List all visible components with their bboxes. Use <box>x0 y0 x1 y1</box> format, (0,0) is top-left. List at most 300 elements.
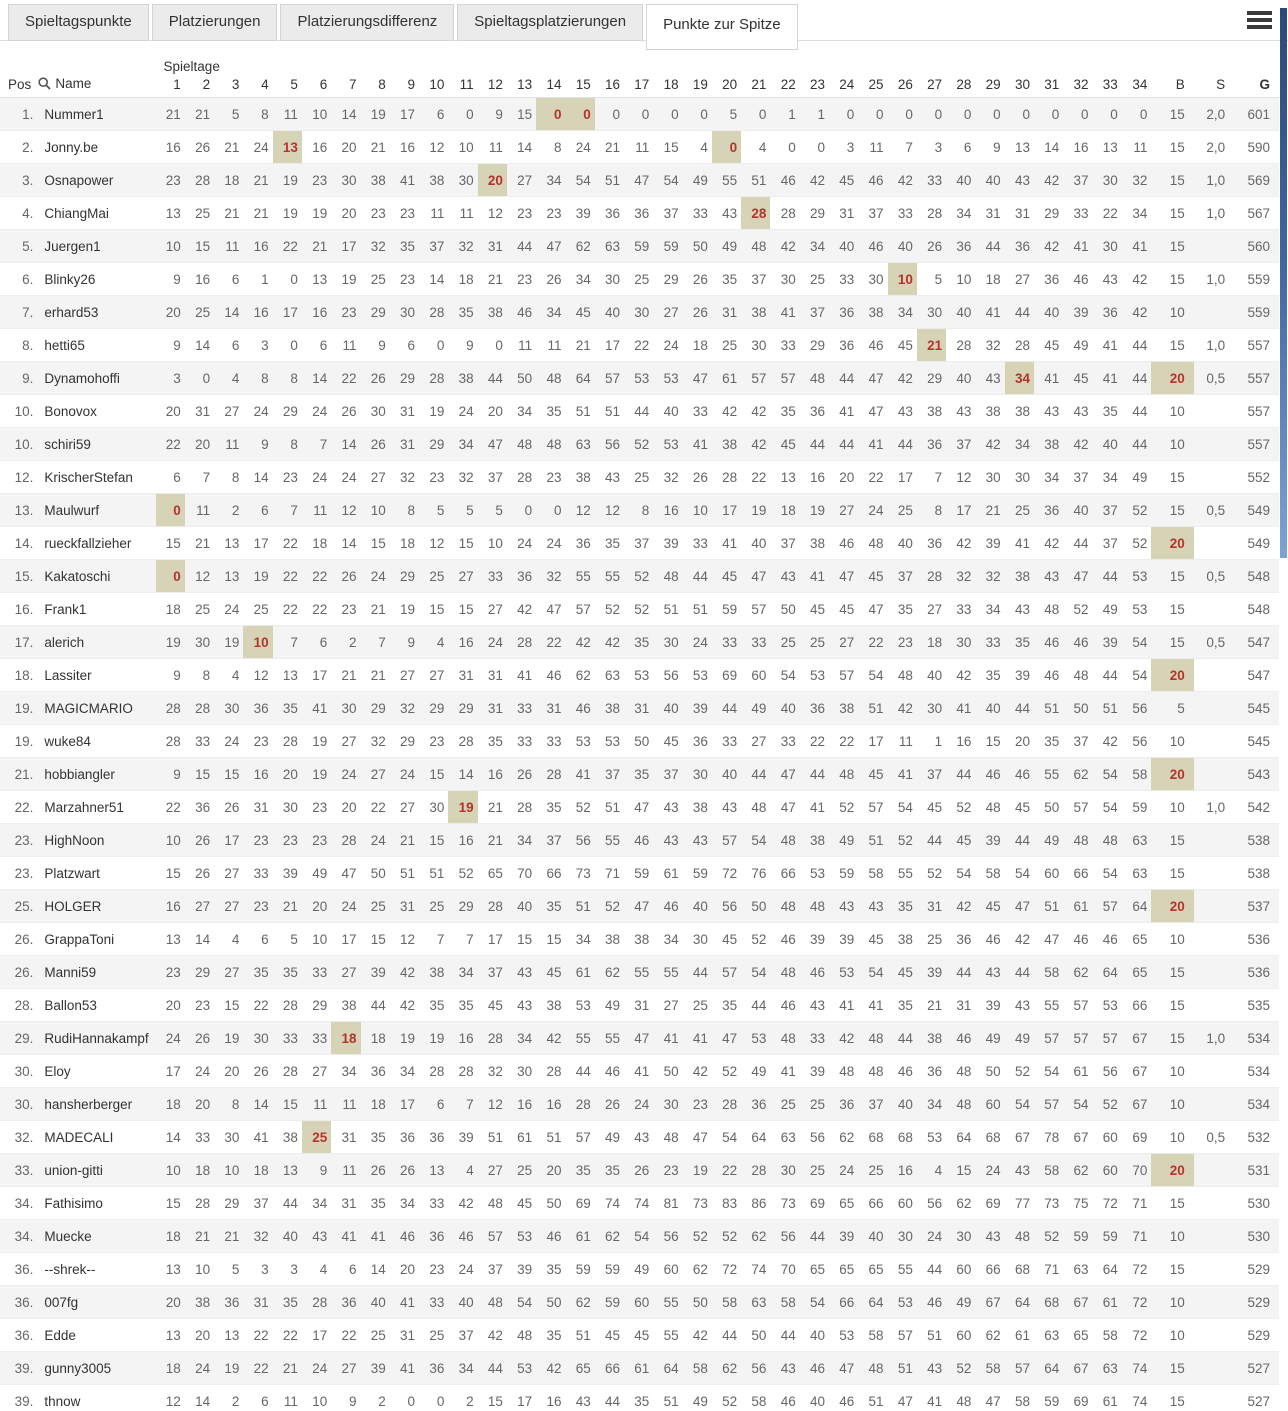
day-cell: 64 <box>751 1129 767 1145</box>
day-cell: 28 <box>741 197 770 230</box>
day-cell: 39 <box>1014 667 1030 683</box>
day-column-header: 6 <box>319 77 328 92</box>
day-cell: 43 <box>1073 403 1089 419</box>
day-cell: 0 <box>846 106 855 122</box>
day-cell: 64 <box>1044 1360 1060 1376</box>
tab-platzierungen[interactable]: Platzierungen <box>152 4 278 41</box>
day-cell: 19 <box>429 403 445 419</box>
day-cell: 49 <box>605 997 621 1013</box>
day-cell: 28 <box>312 1294 328 1310</box>
day-cell: 21 <box>312 238 328 254</box>
day-cell: 15 <box>956 1162 972 1178</box>
day-cell: 14 <box>195 337 211 353</box>
day-cell: 54 <box>809 1294 825 1310</box>
day-cell: 11 <box>488 139 503 155</box>
day-cell: 29 <box>224 1195 240 1211</box>
day-cell: 53 <box>634 667 650 683</box>
day-cell: 12 <box>575 502 591 518</box>
bonus-cell: 15 <box>1169 1360 1185 1376</box>
day-cell: 22 <box>370 799 386 815</box>
day-column-header: 7 <box>348 77 357 92</box>
day-cell: 56 <box>927 1195 943 1211</box>
day-cell: 7 <box>290 502 298 518</box>
table-row <box>0 791 1279 824</box>
day-cell: 42 <box>956 667 972 683</box>
day-cell: 40 <box>897 238 913 254</box>
day-cell: 28 <box>487 1030 503 1046</box>
day-cell: 15 <box>985 733 1001 749</box>
day-cell: 22 <box>253 997 269 1013</box>
day-cell: 78 <box>1044 1129 1060 1145</box>
day-cell: 23 <box>370 205 386 221</box>
day-cell: 24 <box>839 1162 855 1178</box>
day-cell: 22 <box>282 238 298 254</box>
day-cell: 13 <box>224 568 240 584</box>
day-cell: 52 <box>1132 502 1148 518</box>
day-cell: 43 <box>985 964 1001 980</box>
day-cell: 36 <box>809 700 825 716</box>
day-column-header: 13 <box>517 77 533 92</box>
day-cell: 46 <box>1073 931 1089 947</box>
day-cell: 54 <box>634 1228 650 1244</box>
day-cell: 6 <box>963 139 972 155</box>
day-cell: 40 <box>780 700 796 716</box>
s-cell <box>1194 1352 1234 1385</box>
day-cell: 35 <box>546 898 562 914</box>
day-cell: 3 <box>261 1261 269 1277</box>
ranking-table <box>0 57 1279 1411</box>
day-cell: 23 <box>400 205 416 221</box>
day-cell: 21 <box>985 502 1001 518</box>
bonus-cell: 10 <box>1169 403 1185 419</box>
day-cell: 10 <box>458 139 474 155</box>
day-cell: 21 <box>400 832 416 848</box>
day-cell: 43 <box>722 799 738 815</box>
day-cell: 18 <box>692 337 708 353</box>
day-cell: 33 <box>1073 205 1089 221</box>
day-cell: 17 <box>722 502 738 518</box>
day-cell: 73 <box>692 1195 708 1211</box>
day-cell: 20 <box>478 164 507 197</box>
day-cell: 22 <box>722 1162 738 1178</box>
day-cell: 18 <box>224 172 240 188</box>
total-cell: 534 <box>1247 1030 1270 1046</box>
day-cell: 72 <box>1102 1195 1118 1211</box>
day-cell: 21 <box>195 1228 211 1244</box>
day-cell: 35 <box>253 964 269 980</box>
day-cell: 13 <box>1102 139 1118 155</box>
day-cell: 13 <box>312 271 328 287</box>
day-cell: 26 <box>517 766 533 782</box>
day-cell: 43 <box>722 205 738 221</box>
day-cell: 46 <box>839 1393 855 1409</box>
hamburger-menu-icon[interactable] <box>1247 11 1272 30</box>
s-cell: 1,0 <box>1206 172 1226 188</box>
day-cell: 20 <box>165 997 181 1013</box>
day-cell: 21 <box>224 139 240 155</box>
day-cell: 46 <box>927 1294 943 1310</box>
day-cell: 43 <box>985 370 1001 386</box>
day-cell: 5 <box>436 502 445 518</box>
day-cell: 33 <box>517 700 533 716</box>
total-cell: 557 <box>1247 370 1270 386</box>
day-cell: 36 <box>927 1063 943 1079</box>
day-cell: 27 <box>751 733 767 749</box>
day-cell: 21 <box>165 106 181 122</box>
day-cell: 24 <box>312 469 328 485</box>
day-cell: 21 <box>605 139 621 155</box>
s-cell <box>1194 395 1234 428</box>
search-icon[interactable] <box>38 77 51 93</box>
day-cell: 37 <box>1073 469 1089 485</box>
day-cell: 46 <box>780 931 796 947</box>
day-cell: 45 <box>487 997 503 1013</box>
day-cell: 30 <box>692 766 708 782</box>
total-cell: 547 <box>1247 634 1270 650</box>
day-cell: 65 <box>868 1261 884 1277</box>
day-cell: 55 <box>605 568 621 584</box>
day-cell: 31 <box>195 403 211 419</box>
day-cell: 29 <box>400 568 416 584</box>
name-cell: 007fg <box>44 1294 79 1310</box>
day-cell: 54 <box>1014 865 1030 881</box>
day-cell: 35 <box>487 733 503 749</box>
day-cell: 20 <box>165 1294 181 1310</box>
day-cell: 5 <box>934 271 943 287</box>
day-cell: 20 <box>224 1063 240 1079</box>
day-cell: 43 <box>663 799 679 815</box>
day-cell: 56 <box>663 1228 679 1244</box>
day-cell: 30 <box>224 1129 240 1145</box>
day-cell: 17 <box>165 1063 181 1079</box>
day-cell: 27 <box>195 898 211 914</box>
day-cell: 45 <box>956 832 972 848</box>
day-cell: 38 <box>546 997 562 1013</box>
table-row <box>0 890 1279 923</box>
tab-spieltagsplatzierungen[interactable]: Spieltagsplatzierungen <box>457 4 643 41</box>
bonus-cell: 20 <box>1151 527 1193 560</box>
day-cell: 31 <box>458 667 474 683</box>
total-cell: 529 <box>1247 1294 1270 1310</box>
day-cell: 49 <box>839 832 855 848</box>
day-column-header: 21 <box>751 77 767 92</box>
day-cell: 34 <box>1132 205 1148 221</box>
day-cell: 8 <box>261 370 269 386</box>
day-cell: 18 <box>458 271 474 287</box>
day-cell: 19 <box>809 502 825 518</box>
day-column-header: 8 <box>378 77 386 92</box>
day-cell: 34 <box>1102 469 1118 485</box>
day-cell: 19 <box>370 106 386 122</box>
day-column-header: 23 <box>809 77 825 92</box>
day-cell: 46 <box>605 1063 621 1079</box>
name-cell: Jonny.be <box>44 139 99 155</box>
day-cell: 54 <box>868 667 884 683</box>
day-cell: 44 <box>1132 370 1148 386</box>
day-cell: 20 <box>546 1162 562 1178</box>
day-cell: 24 <box>575 139 591 155</box>
bonus-cell: 15 <box>1169 502 1185 518</box>
day-cell: 42 <box>1044 172 1060 188</box>
day-cell: 45 <box>780 436 796 452</box>
day-cell: 37 <box>927 766 943 782</box>
day-cell: 25 <box>429 1327 445 1343</box>
day-cell: 15 <box>195 766 211 782</box>
day-cell: 27 <box>517 172 533 188</box>
day-cell: 17 <box>312 1327 328 1343</box>
day-column-header: 30 <box>1014 77 1030 92</box>
day-cell: 0 <box>1022 106 1030 122</box>
day-cell: 15 <box>370 535 386 551</box>
day-cell: 5 <box>231 106 240 122</box>
day-cell: 41 <box>400 1360 416 1376</box>
day-cell: 39 <box>809 1063 825 1079</box>
day-cell: 43 <box>1044 403 1060 419</box>
s-cell <box>1194 1385 1234 1411</box>
day-cell: 51 <box>663 601 679 617</box>
day-cell: 4 <box>700 139 708 155</box>
table-row <box>0 692 1279 725</box>
day-cell: 34 <box>312 1195 328 1211</box>
day-cell: 38 <box>370 172 386 188</box>
table-row <box>0 428 1279 461</box>
day-cell: 16 <box>956 733 972 749</box>
tab-punkte-zur-spitze[interactable]: Punkte zur Spitze <box>646 4 798 50</box>
day-cell: 42 <box>897 700 913 716</box>
day-cell: 64 <box>663 1360 679 1376</box>
day-cell: 28 <box>429 304 445 320</box>
day-cell: 33 <box>546 733 562 749</box>
day-cell: 30 <box>195 634 211 650</box>
day-cell: 9 <box>173 271 181 287</box>
day-cell: 36 <box>370 1063 386 1079</box>
s-cell: 1,0 <box>1206 337 1226 353</box>
day-cell: 13 <box>1014 139 1030 155</box>
day-cell: 19 <box>224 634 240 650</box>
name-cell: Edde <box>44 1327 76 1343</box>
day-cell: 48 <box>868 1360 884 1376</box>
day-cell: 81 <box>663 1195 679 1211</box>
day-cell: 7 <box>436 931 445 947</box>
total-cell: 534 <box>1247 1063 1270 1079</box>
day-cell: 35 <box>722 271 738 287</box>
day-cell: 12 <box>429 535 445 551</box>
day-cell: 65 <box>809 1261 825 1277</box>
day-cell: 62 <box>605 964 621 980</box>
day-cell: 43 <box>956 403 972 419</box>
bonus-cell: 20 <box>1151 890 1193 923</box>
bonus-cell: 5 <box>1177 700 1185 716</box>
day-cell: 0 <box>495 337 503 353</box>
tab-platzierungsdifferenz[interactable]: Platzierungsdifferenz <box>280 4 454 41</box>
day-cell: 29 <box>663 271 679 287</box>
day-cell: 40 <box>956 172 972 188</box>
day-cell: 43 <box>897 403 913 419</box>
day-cell: 33 <box>751 634 767 650</box>
day-cell: 23 <box>195 997 211 1013</box>
table-row <box>0 395 1279 428</box>
day-cell: 46 <box>575 700 591 716</box>
bonus-cell: 15 <box>1169 1030 1185 1046</box>
day-cell: 21 <box>370 667 386 683</box>
day-cell: 48 <box>985 799 1001 815</box>
day-cell: 25 <box>780 1096 796 1112</box>
day-cell: 10 <box>165 1162 181 1178</box>
table-row <box>0 527 1279 560</box>
day-cell: 39 <box>458 1129 474 1145</box>
day-cell: 37 <box>1102 502 1118 518</box>
day-cell: 17 <box>253 535 269 551</box>
day-cell: 1 <box>934 733 943 749</box>
day-cell: 68 <box>1014 1261 1030 1277</box>
day-cell: 28 <box>1014 337 1030 353</box>
day-cell: 50 <box>751 1327 767 1343</box>
day-cell: 47 <box>634 898 650 914</box>
pos-cell: 29. <box>14 1030 34 1046</box>
s-cell <box>1194 1088 1234 1121</box>
day-cell: 39 <box>927 964 943 980</box>
day-cell: 25 <box>634 271 650 287</box>
day-cell: 31 <box>927 898 943 914</box>
s-cell <box>1194 1286 1234 1319</box>
pos-cell: 19. <box>14 700 34 716</box>
day-cell: 2 <box>378 1393 386 1409</box>
day-cell: 45 <box>868 568 884 584</box>
day-cell: 23 <box>546 205 562 221</box>
day-cell: 25 <box>927 931 943 947</box>
day-cell: 31 <box>400 1327 416 1343</box>
total-cell: 548 <box>1247 601 1270 617</box>
day-cell: 37 <box>956 436 972 452</box>
day-cell: 31 <box>985 205 1001 221</box>
name-cell: Blinky26 <box>44 271 96 287</box>
table-row <box>0 263 1279 296</box>
day-cell: 40 <box>663 403 679 419</box>
day-cell: 38 <box>605 931 621 947</box>
day-cell: 26 <box>253 1063 269 1079</box>
day-cell: 60 <box>663 1261 679 1277</box>
name-cell: Muecke <box>44 1228 92 1244</box>
day-cell: 11 <box>898 733 913 749</box>
day-cell: 43 <box>780 1360 796 1376</box>
day-cell: 59 <box>1044 1393 1060 1409</box>
total-cell: 538 <box>1247 865 1270 881</box>
day-cell: 44 <box>839 436 855 452</box>
day-cell: 18 <box>985 271 1001 287</box>
day-cell: 35 <box>722 997 738 1013</box>
day-cell: 31 <box>253 1294 269 1310</box>
pos-cell: 7. <box>22 304 34 320</box>
day-cell: 34 <box>546 172 562 188</box>
day-cell: 67 <box>1014 1129 1030 1145</box>
day-cell: 30 <box>692 931 708 947</box>
day-cell: 40 <box>751 535 767 551</box>
day-cell: 12 <box>487 205 503 221</box>
total-cell: 536 <box>1247 931 1270 947</box>
day-cell: 68 <box>897 1129 913 1145</box>
day-cell: 43 <box>312 1228 328 1244</box>
day-cell: 53 <box>663 436 679 452</box>
day-cell: 23 <box>165 964 181 980</box>
day-cell: 56 <box>780 1228 796 1244</box>
tab-spieltagspunkte[interactable]: Spieltagspunkte <box>8 4 149 41</box>
day-cell: 56 <box>751 1360 767 1376</box>
bonus-cell: 10 <box>1169 304 1185 320</box>
day-cell: 55 <box>722 172 738 188</box>
day-cell: 13 <box>224 1327 240 1343</box>
day-cell: 49 <box>1102 601 1118 617</box>
day-cell: 41 <box>663 1030 679 1046</box>
day-cell: 23 <box>341 601 357 617</box>
day-cell: 5 <box>231 1261 240 1277</box>
day-cell: 50 <box>370 865 386 881</box>
day-cell: 41 <box>1102 370 1118 386</box>
day-cell: 13 <box>165 931 181 947</box>
day-cell: 36 <box>1014 238 1030 254</box>
day-cell: 45 <box>927 799 943 815</box>
day-cell: 57 <box>751 601 767 617</box>
day-cell: 4 <box>934 1162 943 1178</box>
day-cell: 30 <box>780 1162 796 1178</box>
day-cell: 23 <box>400 271 416 287</box>
day-cell: 51 <box>1044 700 1060 716</box>
table-row <box>0 296 1279 329</box>
day-cell: 9 <box>466 337 474 353</box>
day-cell: 27 <box>224 898 240 914</box>
day-cell: 33 <box>517 733 533 749</box>
day-cell: 13 <box>165 1327 181 1343</box>
day-cell: 45 <box>1073 370 1089 386</box>
vertical-scrollbar-thumb[interactable] <box>1280 8 1287 558</box>
day-cell: 30 <box>370 403 386 419</box>
day-cell: 58 <box>868 865 884 881</box>
day-cell: 37 <box>487 1261 503 1277</box>
day-cell: 38 <box>927 1030 943 1046</box>
day-cell: 40 <box>282 1228 298 1244</box>
table-row <box>0 362 1279 395</box>
day-cell: 28 <box>165 733 181 749</box>
day-cell: 29 <box>429 436 445 452</box>
day-cell: 60 <box>956 1327 972 1343</box>
day-cell: 48 <box>751 799 767 815</box>
day-column-header: 16 <box>605 77 621 92</box>
day-cell: 9 <box>378 337 386 353</box>
day-cell: 68 <box>1044 1294 1060 1310</box>
bonus-cell: 15 <box>1169 601 1185 617</box>
day-cell: 30 <box>897 1228 913 1244</box>
day-cell: 46 <box>546 1228 562 1244</box>
day-cell: 42 <box>458 1195 474 1211</box>
day-cell: 30 <box>634 304 650 320</box>
day-cell: 46 <box>839 535 855 551</box>
day-cell: 40 <box>868 1228 884 1244</box>
day-cell: 14 <box>195 1393 211 1409</box>
day-cell: 28 <box>458 733 474 749</box>
day-cell: 24 <box>341 898 357 914</box>
day-cell: 48 <box>751 238 767 254</box>
day-cell: 83 <box>722 1195 738 1211</box>
table-row <box>0 1187 1279 1220</box>
day-cell: 46 <box>1073 634 1089 650</box>
day-cell: 30 <box>1014 469 1030 485</box>
day-cell: 6 <box>173 469 181 485</box>
day-cell: 30 <box>927 304 943 320</box>
day-cell: 44 <box>809 766 825 782</box>
day-cell: 38 <box>1014 403 1030 419</box>
day-cell: 40 <box>517 898 533 914</box>
day-cell: 41 <box>312 700 328 716</box>
day-cell: 74 <box>751 1261 767 1277</box>
